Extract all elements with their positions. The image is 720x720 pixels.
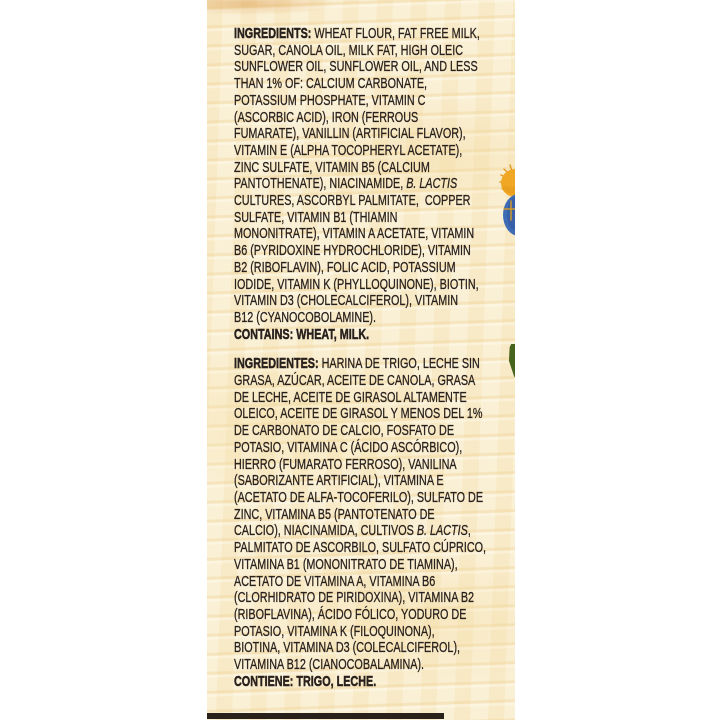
ingredient-line: POTASIO, VITAMINA K (FILOQUINONA),: [234, 622, 435, 640]
ingredient-line: VITAMIN D3 (CHOLECALCIFEROL), VITAMIN: [234, 292, 459, 310]
ingredient-line: B2 (RIBOFLAVIN), FOLIC ACID, POTASSIUM: [234, 258, 456, 276]
ingredient-line: POTASIO, VITAMINA C (ÁCIDO ASCÓRBICO),: [234, 438, 463, 456]
ingredient-line: IODIDE, VITAMIN K (PHYLLOQUINONE), BIOTIN,: [234, 275, 479, 293]
ingredient-line: DE CARBONATO DE CALCIO, FOSFATO DE: [234, 422, 455, 440]
ingredient-line: VITAMIN E (ALPHA TOCOPHERYL ACETATE),: [234, 141, 463, 159]
sun-character-icon: [490, 162, 515, 240]
ingredient-line: SUGAR, CANOLA OIL, MILK FAT, HIGH OLEIC: [234, 41, 464, 59]
ingredient-line: CULTURES, ASCORBYL PALMITATE, COPPER: [234, 192, 471, 210]
ingredient-line: ZINC, VITAMINA B5 (PANTOTENATO DE: [234, 505, 435, 523]
ingredient-line: VITAMINA B12 (CIANOCOBALAMINA).: [234, 656, 425, 674]
ingredient-line: SULFATE, VITAMIN B1 (THIAMIN: [234, 208, 398, 226]
ingredient-line: OLEICO, ACEITE DE GIRASOL Y MENOS DEL 1%: [234, 405, 483, 423]
ingredients-text-block: [234, 26, 515, 690]
ingredient-line: VITAMINA B1 (MONONITRATO DE TIAMINA),: [234, 555, 458, 573]
ingredient-line: ACETATO DE VITAMINA A, VITAMINA B6: [234, 572, 436, 590]
ingredient-line: B12 (CYANOCOBOLAMINE).: [234, 308, 377, 326]
ingredient-line: ZINC SULFATE, VITAMIN B5 (CALCIUM: [234, 158, 430, 176]
ingredient-line: PANTOTHENATE), NIACINAMIDE, B. LACTIS: [234, 175, 458, 193]
ingredient-line: HIERRO (FUMARATO FERROSO), VANILINA: [234, 455, 457, 473]
ingredients-spanish: [234, 356, 515, 690]
ingredients-panel: [207, 0, 515, 720]
ingredient-line: BIOTINA, VITAMINA D3 (COLECALCIFEROL),: [234, 639, 461, 657]
ingredients-english: [234, 26, 515, 343]
ingredient-line: SUNFLOWER OIL, SUNFLOWER OIL, AND LESS: [234, 58, 478, 76]
ingredient-line: INGREDIENTS: WHEAT FLOUR, FAT FREE MILK,: [234, 25, 480, 42]
ingredient-line: FUMARATE), VANILLIN (ARTIFICIAL FLAVOR),: [234, 125, 466, 143]
ingredient-line: (ACETATO DE ALFA-TOCOFERILO), SULFATO DE: [234, 488, 484, 506]
ingredient-line: (ASCORBIC ACID), IRON (FERROUS: [234, 108, 419, 126]
ingredient-line: CONTAINS: WHEAT, MILK.: [234, 325, 370, 343]
ingredient-line: GRASA, AZÚCAR, ACEITE DE CANOLA, GRASA: [234, 372, 476, 390]
ingredient-line: POTASSIUM PHOSPHATE, VITAMIN C: [234, 91, 426, 109]
ingredient-line: (CLORHIDRATO DE PIRIDOXINA), VITAMINA B2: [234, 589, 475, 607]
ingredient-line: PALMITATO DE ASCORBILO, SULFATO CÚPRICO,: [234, 539, 487, 557]
ingredient-line: MONONITRATE), VITAMIN A ACETATE, VITAMIN: [234, 225, 475, 243]
ingredient-line: B6 (PYRIDOXINE HYDROCHLORIDE), VITAMIN: [234, 242, 471, 260]
package-bottom-edge: [207, 713, 444, 719]
ingredient-line: CONTIENE: TRIGO, LECHE.: [234, 672, 377, 690]
ingredient-line: DE LECHE, ACEITE DE GIRASOL ALTAMENTE: [234, 388, 467, 406]
ingredient-line: (RIBOFLAVINA), ÁCIDO FÓLICO, YODURO DE: [234, 605, 467, 623]
ingredient-line: (SABORIZANTE ARTIFICIAL), VITAMINA E: [234, 472, 444, 490]
ingredient-line: INGREDIENTES: HARINA DE TRIGO, LECHE SIN: [234, 355, 480, 373]
ingredient-line: CALCIO), NIACINAMIDA, CULTIVOS B. LACTIS,: [234, 522, 471, 540]
ingredient-line: THAN 1% OF: CALCIUM CARBONATE,: [234, 75, 428, 93]
